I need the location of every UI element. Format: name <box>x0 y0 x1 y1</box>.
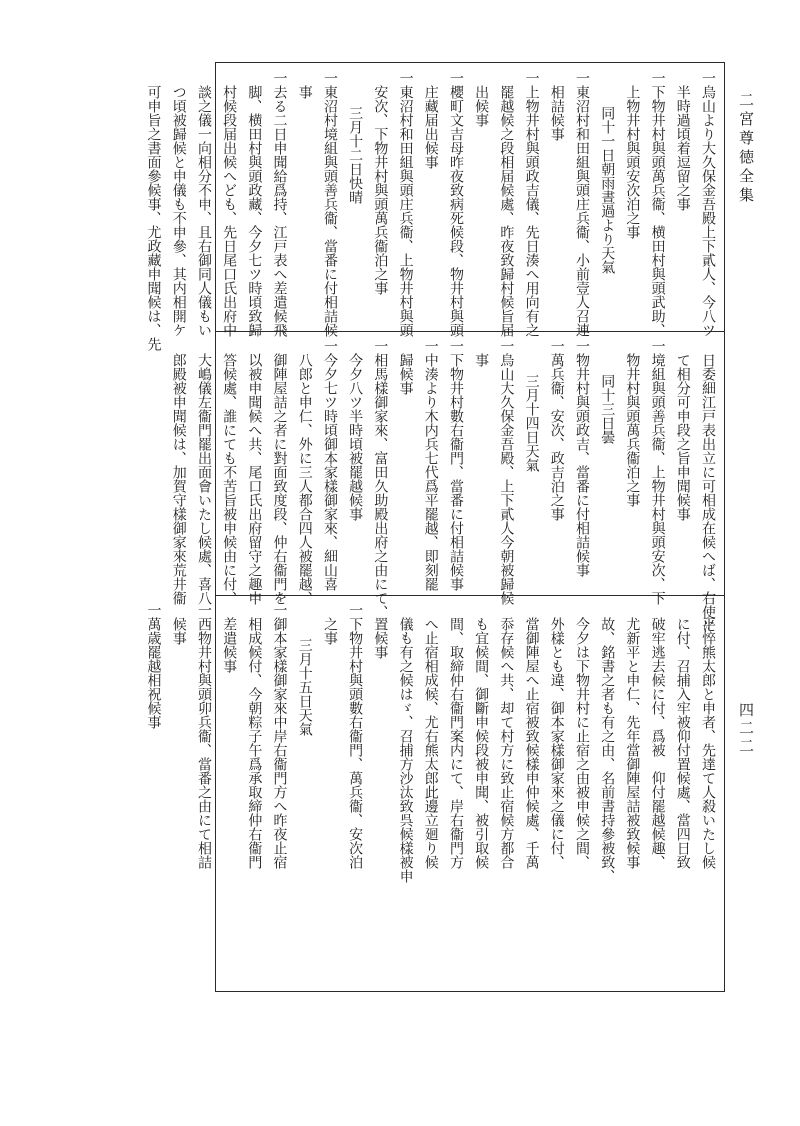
text-line: つ頃被歸候と申儀も不申參、其内相開ケ <box>170 85 187 337</box>
text-line: 安次、下物井村與頭萬兵衞泊之事 <box>372 85 389 295</box>
text-block-upper <box>145 71 720 351</box>
entry-line: 一下物井村數右衞門、當番に付相詰候事 <box>447 339 464 591</box>
entry-line: 一相馬樣御家來、富田久助殿出府之由にて、 <box>372 339 389 619</box>
text-line: 半時過頃着逗留之事 <box>674 85 691 211</box>
date-heading: 三月十二日快晴 <box>347 106 364 204</box>
date-heading: 同十一日朝雨晝過より天氣 <box>599 106 616 274</box>
entry-line: 一東沼村和田組與頭庄兵衞、上物井村與頭 <box>397 71 414 337</box>
text-line: 當御陣屋へ止宿被致候樣申仲候處、千萬 <box>523 617 540 869</box>
text-line: 今夕は下物井村に止宿之由被申候之間、 <box>573 617 590 869</box>
register-divider-upper <box>216 331 724 332</box>
entry-line: 一物井村與頭政吉、當番に付相詰候事 <box>573 339 590 577</box>
text-line: て相分可申段之旨申聞候事 <box>674 353 691 521</box>
text-line: 御陣屋詰之者に對面致度段、仲右衞門を <box>271 353 288 605</box>
text-line: 上物井村與頭安次泊之事 <box>624 85 641 239</box>
text-line: 八郎と申仁、外に三人都合四人被罷越、 <box>296 353 313 605</box>
text-line: に付、召捕入牢被仰付置候處、當四日致 <box>674 617 691 869</box>
entry-line: 一萬兵衞、安次、政吉泊之事 <box>548 339 565 521</box>
text-line: 村候段届出候へども、先日尾口氏出府中 <box>221 85 238 337</box>
text-line: 答候處、誰にても不苦旨被申候由に付、 <box>221 353 238 605</box>
text-block-lower <box>145 603 720 987</box>
entry-line: 一去る二日申聞給爲持、江戸表へ差遣候飛 <box>271 71 288 337</box>
text-line: 郎殿被申聞候は、加賀守樣御家來荒井衞 <box>170 353 187 605</box>
text-line: 相成候付、今朝粽子午爲承取締仲右衞門 <box>246 617 263 869</box>
entry-line: 一御本家樣御家來中岸右衞門方へ昨夜止宿 <box>271 603 288 869</box>
text-line: 儀も有之候はゞ、召捕方沙汰致呉候樣被申 <box>397 617 414 883</box>
text-line: 日委細江戸表出立に可相成在候へば、右使に <box>700 353 716 633</box>
text-line: 可申旨之書面參候事、尤政藏申聞候は、先 <box>145 85 162 351</box>
text-line: 置候事 <box>372 617 389 659</box>
entry-line: 一上物井村與頭政吉儀、先日湊へ用向有之 <box>523 71 540 337</box>
text-line: も宜候間、御斷申候段被申聞、被引取候 <box>473 617 490 869</box>
text-line: 事 <box>296 85 313 99</box>
text-line: 出候事 <box>473 85 490 127</box>
page-number: 四二二 <box>737 702 755 756</box>
text-line: 尤新平と申仁、先年當御陣屋詰被致候事 <box>624 617 641 869</box>
text-line: 事 <box>473 353 490 367</box>
entry-line: 一烏山大久保金吾殿、上下貳人今朝被歸候 <box>498 339 515 605</box>
date-heading: 三月十五日天氣 <box>296 638 313 736</box>
entry-line: 一下物井村與頭萬兵衞、横田村與頭武助、 <box>649 71 666 337</box>
entry-line: 一萬歳罷越相祝候事 <box>145 603 162 729</box>
date-heading: 同十三日曇 <box>599 374 616 444</box>
text-line: 之事 <box>321 617 338 645</box>
text-block-middle <box>170 339 720 633</box>
entry-line: 一櫻町文吉母昨夜致病死候段、物井村與頭 <box>447 71 464 337</box>
date-heading: 三月十四日天氣 <box>523 374 540 472</box>
text-line: 歸候事 <box>397 353 414 395</box>
text-line: へ止宿相成候、尤右熊太郎此邊立廻り候 <box>422 617 439 869</box>
text-line: 差遣候事 <box>221 617 238 673</box>
text-line: 忝存候へ共、却て村方に致止宿候方都合 <box>498 617 515 869</box>
entry-line: 一東沼村境組與頭善兵衞、當番に付相詰候 <box>321 71 338 337</box>
text-line: 大嶋儀左衞門罷出面會いたし候處、喜八 <box>195 353 212 605</box>
text-line: 物井村與頭萬兵衞泊之事 <box>624 353 641 507</box>
text-line: 庄藏届出候事 <box>422 85 439 169</box>
text-line: 今夕八ツ半時頃被罷越候事 <box>347 353 364 521</box>
running-title: 二宮尊徳全集 <box>737 92 755 206</box>
entry-line: 一烏山より大久保金吾殿上下貳人、今八ツ <box>700 71 716 337</box>
text-line: 脚、横田村與頭政藏、今夕七ツ時頃致歸 <box>246 85 263 337</box>
text-line: 相詰候事 <box>548 85 565 141</box>
text-line: 候事 <box>170 617 187 645</box>
text-line: 間、取締仲右衞門案内にて、岸右衞門方 <box>447 617 464 869</box>
entry-line: 一下物井村與頭數右衞門、萬兵衞、安次泊 <box>347 603 364 869</box>
text-line: 平悴熊太郎と申者、先達て人殺いたし候 <box>700 617 716 869</box>
text-line: 罷越候之段相届候處、昨夜致歸村候旨届 <box>498 85 515 337</box>
entry-line: 一今夕七ツ時頃御本家樣御家來、細山喜 <box>321 339 338 591</box>
entry-line: 一中湊より木内兵七代爲平罷越、即刻罷 <box>422 339 439 591</box>
entry-line: 一東沼村和田組與頭庄兵衞、小前壹人召連 <box>573 71 590 337</box>
entry-line: 一境組與頭善兵衞、上物井村與頭安次、下 <box>649 339 666 605</box>
text-frame <box>145 62 725 992</box>
text-line: 以被申聞候へ共、尾口氏出府留守之趣申 <box>246 353 263 605</box>
text-line: 外樣とも違、御本家樣御家來之儀に付、 <box>548 617 565 869</box>
text-line: 故、銘書之者も有之由、名前書持參被致、 <box>599 617 616 883</box>
entry-line: 一西物井村與頭卯兵衞、當番之由にて相詰 <box>195 603 212 869</box>
text-line: 談之儀一向相分不申、且右御同人儀もい <box>195 85 212 337</box>
text-line: 破牢逃去候に付、爲被 仰付罷越候趣、 <box>649 617 666 869</box>
